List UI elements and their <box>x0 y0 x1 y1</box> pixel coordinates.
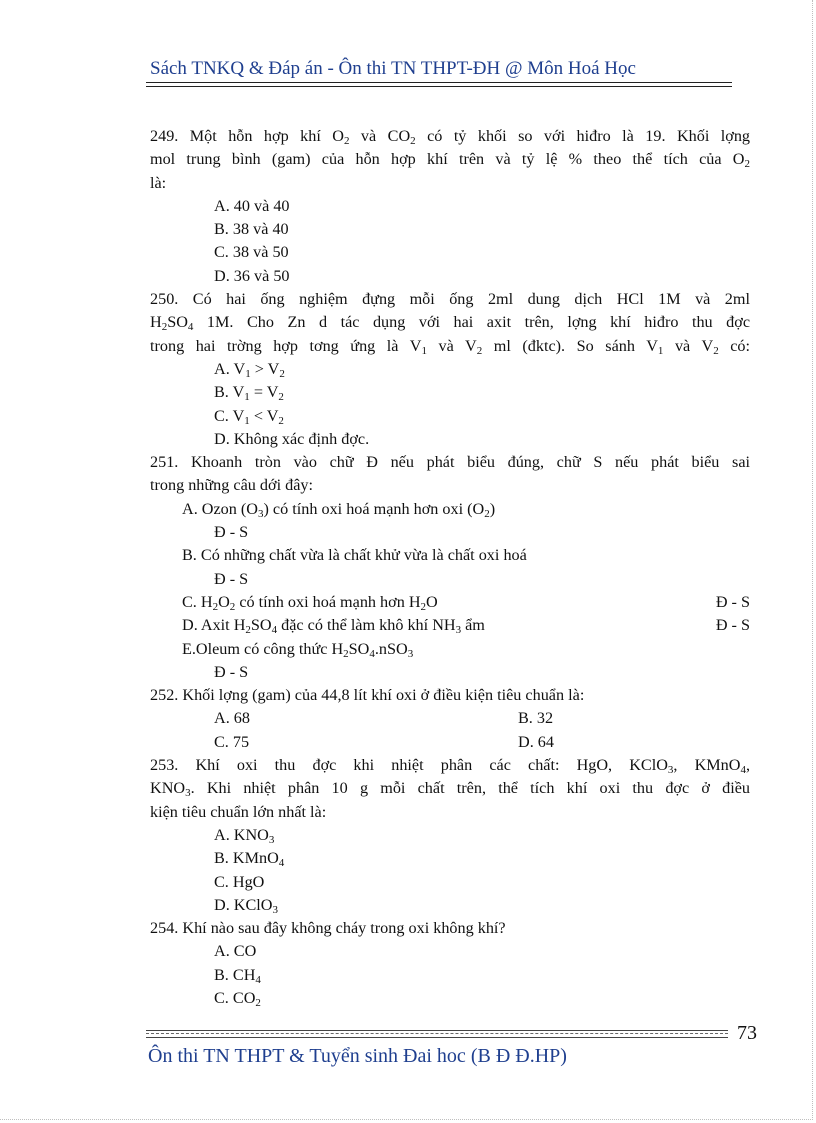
q252-option-d: D. 64 <box>518 732 554 751</box>
header-rule-top <box>146 82 732 83</box>
q251-answer-c: Đ - S <box>715 592 750 611</box>
q254-option-c: C. $CO_2$ <box>214 988 261 1009</box>
q251-statement-d: D. Axit $H_2SO_4$ đặc có thể làm khô khí $NH_3$ ẩm Đ - S <box>182 616 750 637</box>
q252-option-c: C. 75 <box>214 732 250 751</box>
q250-line-2: $H_2SO_4$ 1M. Cho Zn d tác dụng với hai axit trên, lợng khí hiđro thu đợc <box>150 313 750 334</box>
q251-statement-e: E.Oleum có công thức $H_2SO_4.nSO_3$ <box>182 639 414 660</box>
q254-option-a: A. CO <box>214 942 257 961</box>
q253-line-3: kiện tiêu chuẩn lớn nhất là: <box>150 802 327 821</box>
q250-option-a: A. $V_1 > V_2$ <box>214 359 285 380</box>
q249-line-3: là: <box>150 173 167 192</box>
page-number: 73 <box>737 1022 757 1044</box>
q253-line-1: 253. Khí oxi thu đợc khi nhiệt phân các chất: HgO, KClO$_3$, KMnO$_4$, <box>150 756 750 777</box>
q251-statement-b: B. Có những chất vừa là chất khử vừa là chất oxi hoá <box>182 546 527 565</box>
q251-line-2: trong những câu dới đây: <box>150 476 313 495</box>
q251-answer-b: Đ - S <box>214 569 249 588</box>
q251-statement-c: C. $H_2O_2$ có tính oxi hoá mạnh hơn $H_2O$ Đ - S <box>182 592 750 613</box>
header-rule-bottom <box>146 86 732 87</box>
q252-options-row-2 <box>150 731 750 754</box>
q253-line-2: $KNO_3$. Khi nhiệt phân 10 g mỗi chất trên, thể tích khí oxi thu đợc ở điều <box>150 779 750 800</box>
q251-line-1: 251. Khoanh tròn vào chữ Đ nếu phát biểu đúng, chữ S nếu phát biểu sai <box>150 453 750 472</box>
q250-option-b: B. $V_1 = V_2$ <box>214 383 284 404</box>
q251-answer-a: Đ - S <box>214 523 249 542</box>
running-header: Sách TNKQ & Đáp án - Ôn thi TN THPT-ĐH @ Môn Hoá Học <box>150 58 636 79</box>
q249-option-c: C. 38 và 50 <box>214 243 289 262</box>
q249-line-1: 249. Một hỗn hợp khí $O_2$ và $CO_2$ có tỷ khối so với hiđro là 19. Khối lợng <box>150 127 751 147</box>
q253-option-b: B. KMnO$_4$ <box>214 849 285 870</box>
q251-statement-a: A. Ozon $(O_3)$ có tính oxi hoá mạnh hơn oxi $(O_2)$ <box>182 499 496 520</box>
q253-option-c: C. HgO <box>214 872 265 891</box>
running-footer: Ôn thi TN THPT & Tuyển sinh Đai hoc (B Đ Đ.HP) <box>148 1045 567 1067</box>
q250-option-d: D. Không xác định đợc. <box>214 429 370 448</box>
q252-option-b: B. 32 <box>518 709 554 728</box>
q253-option-a: A. $KNO_3$ <box>214 825 275 846</box>
q252-option-a: A. 68 <box>214 709 250 728</box>
q251-answer-e: Đ - S <box>214 662 249 681</box>
q253-option-d: D. KClO$_3$ <box>214 895 278 916</box>
q249-line-2: mol trung bình (gam) của hỗn hợp khí trên và tỷ lệ % theo thể tích của $O_2$ <box>150 150 750 171</box>
q250-option-c: C. $V_1 < V_2$ <box>214 406 284 427</box>
q251-answer-d: Đ - S <box>715 616 750 635</box>
q254-line-1: 254. Khí nào sau đây không cháy trong oxi không khí? <box>150 919 506 938</box>
q249-option-d: D. 36 và 50 <box>214 266 290 285</box>
q249-option-a: A. 40 và 40 <box>214 196 290 215</box>
q249-option-b: B. 38 và 40 <box>214 220 289 239</box>
q252-options-row-1 <box>150 707 750 730</box>
question-content <box>150 125 750 1010</box>
q254-option-b: B. $CH_4$ <box>214 965 261 986</box>
q250-line-1: 250. Có hai ống nghiệm đựng mỗi ống 2ml dung dịch HCl 1M và 2ml <box>150 290 750 309</box>
q252-line-1: 252. Khối lợng (gam) của 44,8 lít khí oxi ở điều kiện tiêu chuẩn là: <box>150 686 585 705</box>
footer-rule <box>146 1030 728 1038</box>
q250-line-3: trong hai trờng hợp tơng ứng là $V_1$ và $V_2$ ml (đktc). So sánh $V_1$ và $V_2$ có: <box>150 336 751 357</box>
